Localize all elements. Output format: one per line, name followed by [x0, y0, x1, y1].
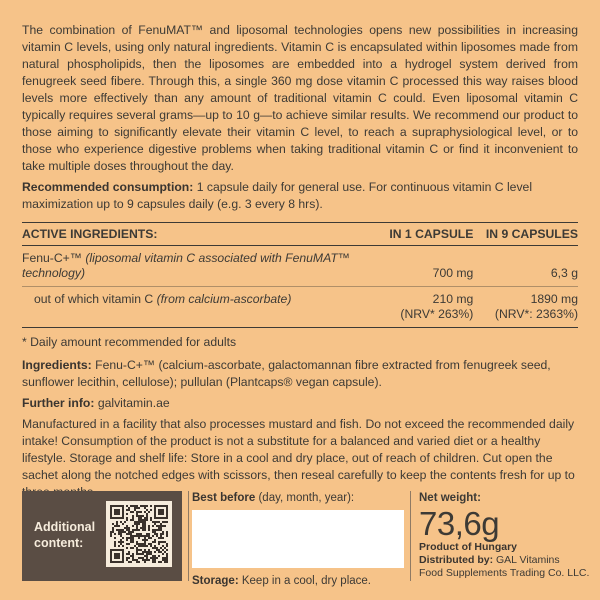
ingredient-name: out of which vitamin C — [34, 292, 157, 306]
nrv-footnote: * Daily amount recommended for adults — [22, 335, 237, 349]
recommended-consumption — [22, 179, 578, 213]
table-row — [22, 246, 578, 287]
ingredient-name-cell — [22, 287, 365, 328]
amount-9-capsules — [473, 287, 578, 328]
distributor — [419, 554, 578, 567]
best-before-date-box — [192, 510, 404, 568]
ingredient-name: Fenu-C+™ — [22, 251, 86, 265]
further-info — [22, 395, 578, 412]
qr-code-icon[interactable] — [106, 501, 172, 567]
ingredients-list — [22, 357, 578, 391]
ingredients-text: Fenu-C+™ (calcium-ascorbate, galactomannan fibre extracted from fenugreek seed, sunflower lecithin, cellulose); pullulan (Plantcaps® vegan capsule). — [22, 358, 551, 389]
amount-1-capsule — [365, 246, 473, 287]
qr-code-graphic — [106, 501, 172, 567]
ingredient-note: (from calcium-ascorbate) — [156, 292, 292, 306]
label-footer — [22, 491, 590, 587]
net-weight-section — [419, 491, 590, 580]
further-info-text: galvitamin.ae — [94, 396, 170, 410]
amount-value: 700 mg — [432, 266, 474, 280]
divider — [188, 491, 189, 581]
active-ingredients-table — [22, 222, 578, 328]
product-of: Product of Hungary — [419, 541, 518, 553]
best-before-section — [192, 491, 404, 588]
divider — [410, 491, 411, 581]
label-content — [22, 22, 578, 501]
ingredient-name-cell — [22, 246, 365, 287]
additional-line-2: content: — [34, 536, 84, 550]
net-weight-value: 73,6g — [419, 505, 500, 542]
ingredients-label: Ingredients: — [22, 358, 92, 372]
amount-value: 1890 mg — [530, 292, 578, 306]
distributed-text: GAL Vitamins — [493, 554, 560, 566]
nrv-value: (NRV*: 2363%) — [494, 307, 578, 321]
table-header-row — [22, 223, 578, 246]
distributor-line-2: Food Supplements Trading Co. LLC. — [419, 567, 590, 579]
best-before-title: Best before — [192, 492, 256, 504]
storage-text: Keep in a cool, dry place. — [238, 575, 371, 587]
amount-value: 6,3 g — [550, 266, 578, 280]
best-before-hint: (day, month, year): — [255, 492, 355, 504]
amount-9-capsules — [473, 246, 578, 287]
header-in-9-capsules: IN 9 CAPSULES — [473, 223, 578, 246]
best-before-label — [192, 491, 404, 505]
additional-content-panel — [22, 491, 182, 581]
storage-info — [192, 574, 404, 588]
storage-label: Storage: — [192, 575, 239, 587]
table-row — [22, 287, 578, 328]
amount-1-capsule — [365, 287, 473, 328]
amount-value: 210 mg — [432, 292, 474, 306]
ingredient-note: (liposomal vitamin C associated with FenuMAT™ technology) — [22, 251, 350, 280]
further-info-label: Further info: — [22, 396, 95, 410]
recommended-label: Recommended consumption: — [22, 180, 194, 194]
header-active-ingredients: ACTIVE INGREDIENTS: — [22, 223, 365, 246]
nrv-value: (NRV* 263%) — [400, 307, 474, 321]
distributed-label: Distributed by: — [419, 554, 494, 566]
intro-paragraph: The combination of FenuMAT™ and liposomal technologies opens new possibilities in increasing vitamin C levels, using only natural ingredients. Vitamin C is encapsulated within liposomes made from natural phospholipids, then the liposomes are embedded into a hydrogel system derived from fenugreek seed fibere. Through this, a single 360 mg dose vitamin C processed this way raises blood levels more effectively than any amount of traditional vitamin C could. Even liposomal vitamin C typically requires several grams—up to 10 g—to achieve similar results. We recommend our product to those aiming to significantly elevate their vitamin C level, to reach a supraphysiological level, or to those who experience digestive problems when taking traditional vitamin C or find it inconvenient to take multiple doses throughout the day. — [22, 23, 578, 173]
header-in-1-capsule: IN 1 CAPSULE — [365, 223, 473, 246]
warnings-paragraph: Manufactured in a facility that also processes mustard and fish. Do not exceed the recommended daily intake! Consumption of the product is not a substitute for a balanced and varied diet or a healthy lifestyle. Storage and shelf life: Store in a cool and dry place, out of reach of children. Cut open the sachet along the notched edges with scissors, then reseal carefully to keep the contents fresh for up to — [22, 417, 575, 482]
additional-content-label — [34, 519, 95, 551]
product-origin — [419, 541, 578, 554]
additional-line-1: Additional — [34, 520, 96, 534]
recommended-text: 1 capsule daily for general use. For continuous vitamin C level maximization up to 9 capsules daily (e.g. 3 every 8 hrs). — [22, 180, 533, 211]
net-weight-label: Net weight: — [419, 492, 481, 504]
